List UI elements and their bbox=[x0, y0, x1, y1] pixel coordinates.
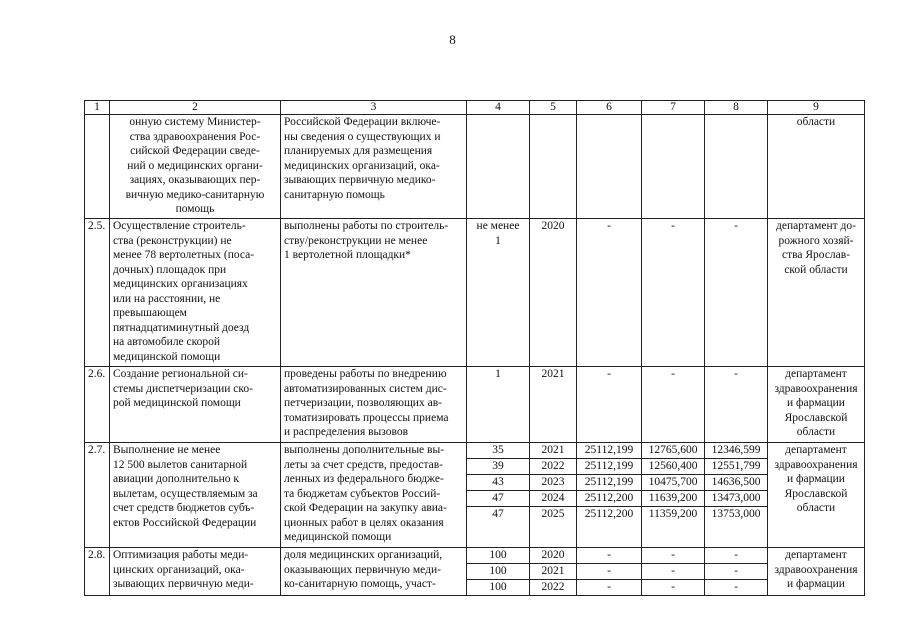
year-cell: 2025 bbox=[541, 508, 565, 520]
budget-cell: - bbox=[705, 219, 768, 367]
year-cell bbox=[530, 115, 577, 219]
value-cell: не менее 1 bbox=[467, 219, 530, 367]
budget-column bbox=[577, 548, 642, 596]
table-row bbox=[85, 548, 865, 596]
value-cell: 47 bbox=[467, 491, 529, 507]
budget-cell: 13753,000 bbox=[711, 508, 761, 520]
budget-cell bbox=[705, 115, 768, 219]
budget-cell: 25112,200 bbox=[584, 508, 634, 520]
value-cell bbox=[467, 115, 530, 219]
header-cell: 4 bbox=[467, 101, 530, 115]
budget-cell: - bbox=[705, 367, 768, 443]
budget-column bbox=[642, 443, 705, 548]
header-cell: 7 bbox=[642, 101, 705, 115]
header-cell: 8 bbox=[705, 101, 768, 115]
year-cell: 2022 bbox=[541, 581, 565, 593]
value-column bbox=[467, 548, 530, 596]
budget-cell: 12560,400 bbox=[642, 459, 704, 475]
row-number: 2.6. bbox=[85, 367, 110, 443]
value-cell: 35 bbox=[467, 443, 529, 459]
budget-cell: 11639,200 bbox=[642, 491, 704, 507]
value-column bbox=[467, 443, 530, 548]
header-cell: 9 bbox=[768, 101, 865, 115]
value-cell: 1 bbox=[467, 367, 530, 443]
budget-cell: - bbox=[642, 219, 705, 367]
table-row bbox=[85, 367, 865, 443]
budget-cell: - bbox=[607, 581, 611, 593]
budget-cell: - bbox=[577, 548, 641, 564]
budget-cell: 12346,599 bbox=[705, 443, 767, 459]
budget-cell: 13473,000 bbox=[705, 491, 767, 507]
budget-cell: 11359,200 bbox=[648, 508, 698, 520]
year-cell: 2021 bbox=[530, 443, 576, 459]
value-cell: 100 bbox=[467, 564, 529, 580]
event-cell: Осуществление строитель- ства (реконструкции) не менее 78 вертолетных (поса- дочных) площадок при медицинских организациях или на расстоянии, не превышающем пятнадцатиминутный доезд на автомобиле скорой медицинской помощи bbox=[110, 219, 281, 367]
event-cell: Выполнение не менее 12 500 вылетов санитарной авиации дополнительно к вылетам, осуществляемым за счет средств бюджетов субъ- ектов Российской Федерации bbox=[110, 443, 281, 548]
budget-cell: 12765,600 bbox=[642, 443, 704, 459]
budget-cell: - bbox=[734, 581, 738, 593]
result-cell: Российской Федерации включе- ны сведения о существующих и планируемых для размещения медицинских организаций, ока- зывающих первичную медико- санитарную помощь bbox=[281, 115, 467, 219]
budget-cell: 14636,500 bbox=[705, 475, 767, 491]
budget-cell: - bbox=[642, 564, 704, 580]
row-number: 2.8. bbox=[85, 548, 110, 596]
header-cell: 1 bbox=[85, 101, 110, 115]
header-cell: 3 bbox=[281, 101, 467, 115]
budget-cell: 10475,700 bbox=[642, 475, 704, 491]
table-row bbox=[85, 115, 865, 219]
responsible-cell: департамент здравоохранения и фармации bbox=[768, 548, 865, 596]
table-row bbox=[85, 219, 865, 367]
responsible-cell: области bbox=[768, 115, 865, 219]
year-cell: 2020 bbox=[530, 219, 577, 367]
budget-cell: - bbox=[705, 564, 767, 580]
table-row bbox=[85, 443, 865, 548]
value-cell: 47 bbox=[492, 508, 504, 520]
year-cell: 2021 bbox=[530, 367, 577, 443]
row-number: 2.5. bbox=[85, 219, 110, 367]
value-cell: 100 bbox=[467, 548, 529, 564]
budget-cell: - bbox=[577, 564, 641, 580]
responsible-cell: департамент до- рожного хозяй- ства Ярослав- ской области bbox=[768, 219, 865, 367]
budget-column bbox=[705, 548, 768, 596]
row-number: 2.7. bbox=[85, 443, 110, 548]
year-column bbox=[530, 443, 577, 548]
value-cell: 43 bbox=[467, 475, 529, 491]
budget-cell: 25112,199 bbox=[577, 443, 641, 459]
budget-cell: - bbox=[705, 548, 767, 564]
result-cell: выполнены работы по строитель- ству/реконструкции не менее 1 вертолетной площадки* bbox=[281, 219, 467, 367]
budget-cell: - bbox=[642, 548, 704, 564]
budget-cell: - bbox=[671, 581, 675, 593]
budget-column bbox=[577, 443, 642, 548]
budget-cell: - bbox=[642, 367, 705, 443]
result-cell: проведены работы по внедрению автоматизированных систем дис- петчеризации, позволяющих ав- томатизировать процессы приема и распределения вызовов bbox=[281, 367, 467, 443]
budget-column bbox=[705, 443, 768, 548]
plan-table bbox=[84, 100, 865, 596]
year-cell: 2020 bbox=[530, 548, 576, 564]
header-cell: 6 bbox=[577, 101, 642, 115]
budget-column bbox=[642, 548, 705, 596]
event-cell: Создание региональной си- стемы диспетчеризации ско- рой медицинской помощи bbox=[110, 367, 281, 443]
budget-cell: 12551,799 bbox=[705, 459, 767, 475]
responsible-cell: департамент здравоохранения и фармации Ярославской области bbox=[768, 367, 865, 443]
header-cell: 5 bbox=[530, 101, 577, 115]
header-cell: 2 bbox=[110, 101, 281, 115]
responsible-cell: департамент здравоохранения и фармации Ярославской области bbox=[768, 443, 865, 548]
budget-cell: 25112,199 bbox=[577, 459, 641, 475]
budget-cell: 25112,200 bbox=[577, 491, 641, 507]
event-cell: онную систему Министер- ства здравоохранения Рос- сийской Федерации сведе- ний о медицинских органи- зациях, оказывающих пер- вичную медико-санитарную помощь bbox=[110, 115, 281, 219]
value-cell: 39 bbox=[467, 459, 529, 475]
event-cell: Оптимизация работы меди- цинских организаций, ока- зывающих первичную меди- bbox=[110, 548, 281, 596]
budget-cell: - bbox=[577, 219, 642, 367]
budget-cell: - bbox=[577, 367, 642, 443]
result-cell: доля медицинских организаций, оказывающих первичную меди- ко-санитарную помощь, участ- bbox=[281, 548, 467, 596]
year-cell: 2024 bbox=[530, 491, 576, 507]
year-cell: 2023 bbox=[530, 475, 576, 491]
page-number: 8 bbox=[449, 32, 456, 47]
year-column bbox=[530, 548, 577, 596]
budget-cell: 25112,199 bbox=[577, 475, 641, 491]
row-number bbox=[85, 115, 110, 219]
result-cell: выполнены дополнительные вы- леты за счет средств, предостав- ленных из федерального бюдже- та бюджетам субъектов Россий- ской Федерации на закупку авиа- ционных работ в целях оказания медицинской помощи bbox=[281, 443, 467, 548]
year-cell: 2021 bbox=[530, 564, 576, 580]
budget-cell bbox=[577, 115, 642, 219]
budget-cell bbox=[642, 115, 705, 219]
value-cell: 100 bbox=[489, 581, 507, 593]
year-cell: 2022 bbox=[530, 459, 576, 475]
header-row bbox=[85, 101, 865, 115]
